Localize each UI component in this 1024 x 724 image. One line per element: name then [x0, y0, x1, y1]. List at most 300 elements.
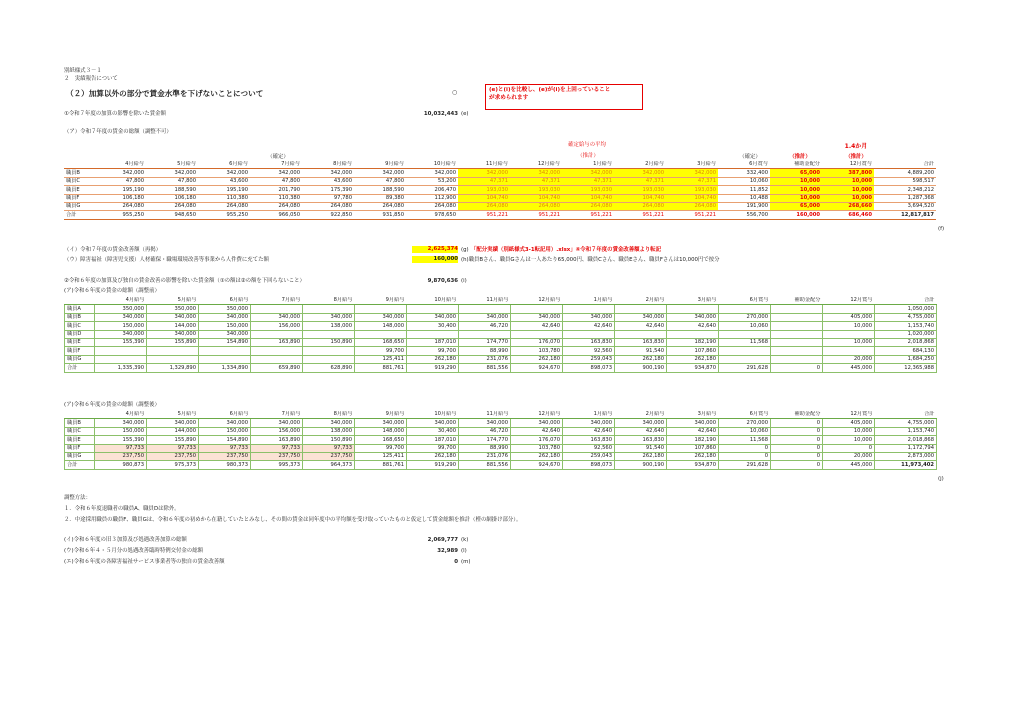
cell: 30,400 [407, 427, 459, 435]
header-cell: 8月給与 [303, 411, 355, 419]
cell: 262,180 [615, 355, 667, 363]
cell: 955,250 [198, 211, 250, 219]
cell: 898,073 [563, 364, 615, 372]
header-cell: 12月賞与 [823, 297, 875, 305]
cell [615, 305, 667, 313]
cell: 11,568 [719, 436, 771, 444]
header-cell: 11月給与 [459, 411, 511, 419]
cell: 10,000 [823, 427, 875, 435]
cell: 350,000 [95, 305, 147, 313]
row-label: 職員C [64, 177, 94, 185]
cell: 924,670 [511, 461, 563, 469]
cell: 268,660 [822, 202, 874, 210]
callout-note: (e)と(i)を比較し、(e)が(i)を上回っていること が求められます [485, 84, 643, 110]
cell: 47,371 [562, 177, 614, 185]
header-cell: 補助金配分 [770, 161, 822, 169]
cell: 387,800 [822, 169, 874, 177]
cell [771, 305, 823, 313]
cell [251, 347, 303, 355]
header-cell: 4月給与 [95, 297, 147, 305]
cell: 340,000 [563, 313, 615, 321]
cell: 919,290 [407, 364, 459, 372]
cell: 156,000 [251, 427, 303, 435]
cell: 262,180 [615, 452, 667, 460]
row-label: 職員F [65, 347, 95, 355]
header-cell: 補助金配分 [771, 297, 823, 305]
cell: 97,733 [303, 444, 355, 452]
cell: 163,830 [615, 338, 667, 346]
row-label: 職員D [65, 330, 95, 338]
r7-u-label: （ウ）障害福祉（障害児支援）人材確保・職場環境改善等事業から人件費に充てた額 [64, 257, 269, 263]
cell: 264,080 [146, 202, 198, 210]
cell: 97,733 [95, 444, 147, 452]
row-label: 職員C [65, 322, 95, 330]
row-label: 職員B [65, 313, 95, 321]
cell: 4,755,000 [875, 419, 937, 427]
cell: 259,043 [563, 452, 615, 460]
cell: 195,190 [94, 186, 146, 194]
cell: 340,000 [615, 313, 667, 321]
cell: 42,640 [563, 427, 615, 435]
header-cell: 7月給与 [251, 411, 303, 419]
cell: 237,750 [251, 452, 303, 460]
r7-amount-value: 10,032,443 [423, 111, 458, 117]
cell [355, 330, 407, 338]
cell: 975,373 [147, 461, 199, 469]
cell: 47,371 [458, 177, 510, 185]
cell: 150,890 [303, 338, 355, 346]
cell: 103,780 [511, 347, 563, 355]
cell: 881,556 [459, 461, 511, 469]
header-cell: 12月賞与 [823, 411, 875, 419]
cell: 881,761 [355, 461, 407, 469]
cell: 10,000 [770, 177, 822, 185]
header-cell: 10月給与 [407, 297, 459, 305]
table-header-row [64, 161, 936, 169]
cell: 659,890 [251, 364, 303, 372]
cell: 340,000 [667, 313, 719, 321]
r7-i-label: （イ）令和７年度の賃金改善額（再掲） [64, 247, 162, 253]
cell [199, 355, 251, 363]
cell: 150,000 [199, 427, 251, 435]
cell: 340,000 [199, 419, 251, 427]
cell [771, 355, 823, 363]
cell: 47,371 [510, 177, 562, 185]
cell: 99,700 [407, 347, 459, 355]
cell [823, 347, 875, 355]
cell: 47,800 [354, 177, 406, 185]
cell: 201,790 [250, 186, 302, 194]
cell [563, 305, 615, 313]
cell: 155,890 [147, 338, 199, 346]
cell: 10,488 [718, 194, 770, 202]
cell: 176,070 [511, 436, 563, 444]
cell: 340,000 [147, 313, 199, 321]
cell: 0 [719, 452, 771, 460]
cell: 556,700 [718, 211, 770, 219]
cell: 10,060 [718, 177, 770, 185]
cell: 0 [719, 444, 771, 452]
cell: 342,000 [94, 169, 146, 177]
cell: 0 [771, 364, 823, 372]
r7-salary-table [64, 161, 936, 220]
cell: 47,800 [146, 177, 198, 185]
cell: 342,000 [666, 169, 718, 177]
cell [667, 305, 719, 313]
cell [303, 347, 355, 355]
cell: 92,560 [563, 347, 615, 355]
header-cell: 9月給与 [355, 411, 407, 419]
cell: 47,800 [94, 177, 146, 185]
cell: 951,221 [562, 211, 614, 219]
cell: 46,720 [459, 322, 511, 330]
cell: 340,000 [251, 313, 303, 321]
cell: 340,000 [511, 313, 563, 321]
cell: 900,190 [615, 461, 667, 469]
cell: 193,030 [614, 186, 666, 194]
cell [303, 305, 355, 313]
cell: 686,460 [822, 211, 874, 219]
header-cell: 6月給与 [199, 411, 251, 419]
cell: 264,080 [250, 202, 302, 210]
cell: 42,640 [615, 322, 667, 330]
cell: 628,890 [303, 364, 355, 372]
cell: 259,043 [563, 355, 615, 363]
cell: 10,060 [719, 427, 771, 435]
header-cell: 1月給与 [563, 297, 615, 305]
cell: 951,221 [666, 211, 718, 219]
cell: 104,740 [510, 194, 562, 202]
header-cell [64, 161, 94, 169]
cell: 340,000 [303, 419, 355, 427]
cell: 168,650 [355, 338, 407, 346]
r7-i-mark: (g) [461, 247, 469, 253]
cell: 898,073 [563, 461, 615, 469]
cell: 163,830 [563, 338, 615, 346]
cell: 1,153,740 [875, 427, 937, 435]
cell: 42,640 [563, 322, 615, 330]
row-label: 職員B [65, 419, 95, 427]
header-cell: 8月給与 [302, 161, 354, 169]
cell [771, 330, 823, 338]
table-header-row [65, 297, 937, 305]
cell: 951,221 [510, 211, 562, 219]
r7-suikei2-label: （推計） [789, 154, 811, 160]
cell [771, 347, 823, 355]
header-cell [65, 411, 95, 419]
header-cell [65, 297, 95, 305]
cell: 65,000 [770, 202, 822, 210]
cell [511, 330, 563, 338]
r7-u-value: 160,000 [412, 256, 458, 263]
header-cell: 9月給与 [355, 297, 407, 305]
header-cell: 5月給与 [147, 297, 199, 305]
cell: 1,329,890 [147, 364, 199, 372]
cell: 598,517 [874, 177, 936, 185]
cell: 342,000 [302, 169, 354, 177]
section-label: ２ 実績報告について [64, 76, 118, 82]
cell: 340,000 [95, 313, 147, 321]
cell: 342,000 [406, 169, 458, 177]
table-row [65, 444, 937, 452]
row-label: 職員B [64, 169, 94, 177]
r7-avg-note: 確定給与の平均 [568, 142, 606, 148]
r7-suikei-label: （推計） [577, 153, 599, 159]
header-cell: 11月給与 [459, 297, 511, 305]
cell: 150,890 [303, 436, 355, 444]
cell: 350,000 [199, 305, 251, 313]
header-cell: 2月給与 [615, 297, 667, 305]
r6-salary-table-before [64, 297, 937, 373]
cell: 684,130 [875, 347, 937, 355]
r6-salary-table-after [64, 411, 937, 470]
header-cell: 10月給与 [407, 411, 459, 419]
header-cell: 5月給与 [146, 161, 198, 169]
cell [771, 338, 823, 346]
cell: 206,470 [406, 186, 458, 194]
table-row [65, 427, 937, 435]
cell: 138,000 [303, 322, 355, 330]
cell: 342,000 [510, 169, 562, 177]
cell: 154,890 [199, 338, 251, 346]
cell: 193,030 [510, 186, 562, 194]
cell: 30,400 [407, 322, 459, 330]
r7-total-mark: (f) [938, 226, 945, 232]
r7-i-note: 「配分実績（別紙様式3-1転記用）.xlsx」④令和７年度の賃金改善額より転記 [471, 247, 662, 253]
cell: 264,080 [198, 202, 250, 210]
cell: 262,180 [511, 452, 563, 460]
cell [563, 330, 615, 338]
cell: 182,190 [667, 436, 719, 444]
cell: 2,348,212 [874, 186, 936, 194]
cell: 270,000 [719, 313, 771, 321]
row-label: 職員E [64, 186, 94, 194]
cell: 340,000 [199, 330, 251, 338]
header-cell: 4月給与 [95, 411, 147, 419]
cell: 99,700 [355, 444, 407, 452]
cell: 43,600 [198, 177, 250, 185]
header-cell: 3月給与 [666, 161, 718, 169]
cell: 931,850 [354, 211, 406, 219]
cell: 107,860 [667, 347, 719, 355]
cell: 342,000 [354, 169, 406, 177]
header-cell: 12月給与 [511, 297, 563, 305]
cell [251, 305, 303, 313]
cell: 270,000 [719, 419, 771, 427]
header-cell: 1月給与 [562, 161, 614, 169]
cell: 11,568 [719, 338, 771, 346]
page-title: （２）加算以外の部分で賃金水準を下げないことについて [66, 89, 264, 98]
cell: 264,080 [354, 202, 406, 210]
cell: 160,000 [770, 211, 822, 219]
header-cell: 6月賞与 [718, 161, 770, 169]
r7-i-value: 2,625,374 [412, 246, 458, 253]
cell: 4,889,200 [874, 169, 936, 177]
row-label: 合計 [65, 461, 95, 469]
cell: 0 [823, 444, 875, 452]
table-row [65, 355, 937, 363]
cell [771, 313, 823, 321]
r6-u-label: (ウ)令和６年４・５月分の処遇改善臨時特例交付金の総額 [64, 548, 203, 554]
cell: 10,000 [823, 436, 875, 444]
cell [355, 305, 407, 313]
cell: 995,373 [251, 461, 303, 469]
cell: 193,030 [458, 186, 510, 194]
table-row [65, 419, 937, 427]
cell: 342,000 [614, 169, 666, 177]
cell: 0 [771, 427, 823, 435]
cell [823, 330, 875, 338]
cell: 187,010 [407, 338, 459, 346]
r7-subtitle-a: （ア）令和７年度の賃金の総額（調整不可） [64, 129, 172, 135]
cell: 924,670 [511, 364, 563, 372]
cell: 0 [771, 461, 823, 469]
table-total-row [65, 364, 937, 372]
cell: 53,200 [406, 177, 458, 185]
header-cell: 合計 [875, 411, 937, 419]
cell: 42,640 [667, 427, 719, 435]
header-cell: 7月給与 [251, 297, 303, 305]
cell: 1,050,000 [875, 305, 937, 313]
cell: 948,650 [146, 211, 198, 219]
adjust-note-2: ２．中途採用職員の職員F、職員Gは、令和６年度の初めから在籍していたとみなし、その間の賃金は同年度中の平均額を受け取っていたものと仮定して賃金総額を推計（橙の網掛け部分）。 [64, 517, 522, 523]
table-total-row [64, 211, 936, 219]
cell [95, 355, 147, 363]
r6-i-value: 2,069,777 [427, 537, 458, 543]
r7-suikei3-label: （推計） [845, 154, 867, 160]
cell: 144,000 [147, 427, 199, 435]
cell: 291,628 [719, 461, 771, 469]
cell: 46,720 [459, 427, 511, 435]
cell [147, 347, 199, 355]
cell: 264,080 [614, 202, 666, 210]
circle-mark: ○ [452, 89, 458, 96]
header-cell: 9月給与 [354, 161, 406, 169]
cell: 42,640 [511, 427, 563, 435]
cell: 99,700 [355, 347, 407, 355]
cell: 405,000 [823, 313, 875, 321]
cell: 91,540 [615, 347, 667, 355]
cell [615, 330, 667, 338]
cell: 11,852 [718, 186, 770, 194]
cell: 919,290 [407, 461, 459, 469]
cell: 3,694,520 [874, 202, 936, 210]
cell: 10,000 [823, 338, 875, 346]
cell: 97,733 [147, 444, 199, 452]
cell: 264,080 [510, 202, 562, 210]
cell: 163,890 [251, 338, 303, 346]
cell: 340,000 [95, 419, 147, 427]
cell: 0 [771, 444, 823, 452]
cell: 342,000 [198, 169, 250, 177]
cell: 188,590 [354, 186, 406, 194]
row-label: 職員E [65, 338, 95, 346]
cell [147, 355, 199, 363]
cell: 97,733 [199, 444, 251, 452]
cell [199, 347, 251, 355]
cell: 106,180 [146, 194, 198, 202]
cell: 262,180 [407, 452, 459, 460]
row-label: 職員G [65, 355, 95, 363]
cell [771, 322, 823, 330]
cell: 2,873,000 [875, 452, 937, 460]
r6-amount-label: ②令和６年度の加算及び独自の賃金改善の影響を除いた賃金額（①の額は②の額を下回らないこと） [64, 278, 305, 284]
cell: 0 [771, 419, 823, 427]
cell: 237,750 [303, 452, 355, 460]
cell: 10,000 [822, 194, 874, 202]
cell: 10,000 [822, 177, 874, 185]
cell [303, 355, 355, 363]
header-cell: 3月給与 [667, 297, 719, 305]
cell: 881,761 [355, 364, 407, 372]
cell: 10,000 [822, 186, 874, 194]
header-cell: 7月給与 [250, 161, 302, 169]
cell: 156,000 [251, 322, 303, 330]
cell: 262,180 [511, 355, 563, 363]
header-cell: 4月給与 [94, 161, 146, 169]
cell: 104,740 [458, 194, 510, 202]
cell: 1,153,740 [875, 322, 937, 330]
cell: 340,000 [407, 419, 459, 427]
cell: 99,700 [407, 444, 459, 452]
cell: 163,830 [615, 436, 667, 444]
table-row [65, 330, 937, 338]
cell: 264,080 [302, 202, 354, 210]
r6-subtitle-a: (ア)令和６年度の賃金の総額（調整前） [64, 288, 160, 294]
row-label: 合計 [64, 211, 94, 219]
header-cell: 11月給与 [458, 161, 510, 169]
cell: 340,000 [407, 313, 459, 321]
cell: 104,740 [614, 194, 666, 202]
header-cell: 12月給与 [511, 411, 563, 419]
cell: 150,000 [95, 427, 147, 435]
cell: 195,190 [198, 186, 250, 194]
table-total-row [65, 461, 937, 469]
header-cell: 3月給与 [667, 411, 719, 419]
cell: 0 [771, 436, 823, 444]
header-cell: 12月給与 [510, 161, 562, 169]
cell: 342,000 [458, 169, 510, 177]
cell: 262,180 [667, 355, 719, 363]
r6-amount-mark: (i) [461, 278, 467, 284]
cell: 20,000 [823, 355, 875, 363]
cell: 980,873 [95, 461, 147, 469]
r6-i-label: (イ)令和６年度の旧３加算及び処遇改善加算の総額 [64, 537, 187, 543]
cell: 264,080 [562, 202, 614, 210]
cell: 150,000 [199, 322, 251, 330]
cell: 291,628 [719, 364, 771, 372]
row-label: 合計 [65, 364, 95, 372]
cell: 340,000 [615, 419, 667, 427]
r6-subtitle-b: (ア)令和６年度の賃金の総額（調整後） [64, 402, 160, 408]
cell: 182,190 [667, 338, 719, 346]
header-cell: 補助金配分 [771, 411, 823, 419]
cell: 193,030 [666, 186, 718, 194]
cell: 332,400 [718, 169, 770, 177]
cell: 155,890 [147, 436, 199, 444]
cell: 340,000 [147, 330, 199, 338]
cell: 2,018,868 [875, 338, 937, 346]
cell: 89,380 [354, 194, 406, 202]
cell: 187,010 [407, 436, 459, 444]
r6-total2-mark: (j) [938, 476, 944, 482]
cell: 340,000 [303, 313, 355, 321]
cell: 934,870 [667, 364, 719, 372]
header-cell: 12月賞与 [822, 161, 874, 169]
cell [407, 330, 459, 338]
cell: 0 [771, 452, 823, 460]
cell: 112,900 [406, 194, 458, 202]
